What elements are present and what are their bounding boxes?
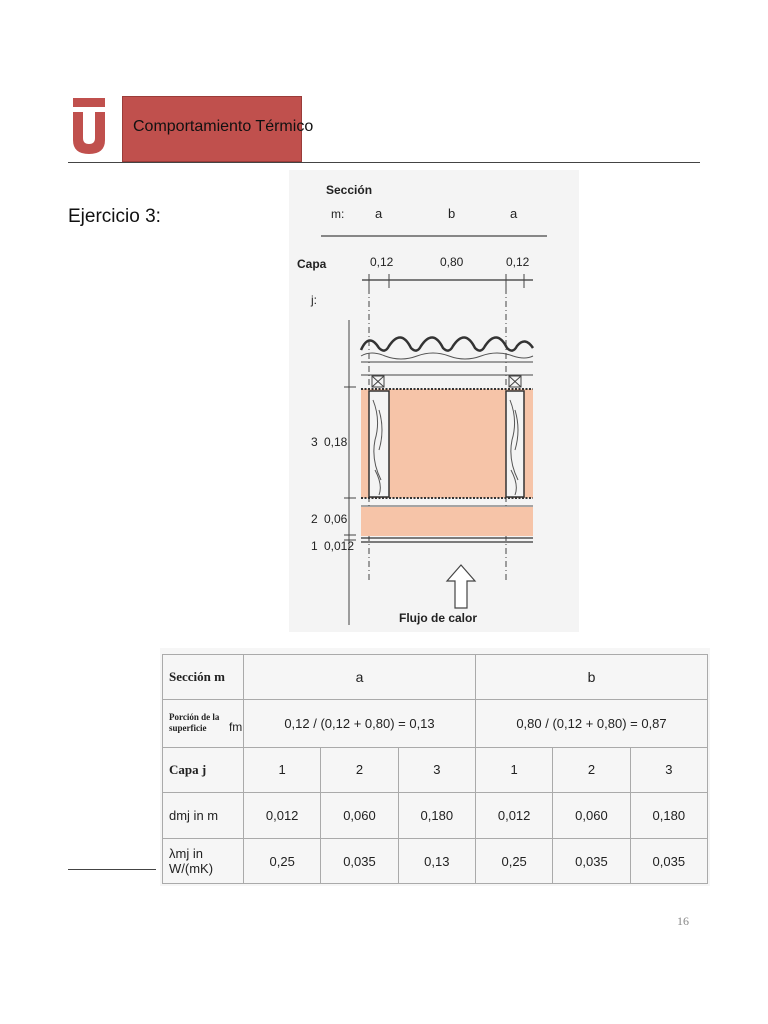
section-b-header: b — [475, 655, 707, 700]
layer-1-index: 1 — [311, 539, 318, 553]
thermal-data-table — [162, 654, 708, 884]
table-cell: 1 — [475, 748, 552, 793]
portion-a-value: 0,12 / (0,12 + 0,80) = 0,13 — [244, 699, 476, 748]
table-cell: 1 — [244, 748, 321, 793]
layer-3-index: 3 — [311, 435, 318, 449]
table-cell: 3 — [398, 748, 475, 793]
page-number: 16 — [677, 914, 689, 928]
table-cell: 3 — [630, 748, 707, 793]
row-section-label: Sección m — [169, 668, 225, 684]
table-cell: 0,25 — [244, 839, 321, 884]
layer-2 — [361, 507, 533, 536]
university-logo-icon — [73, 98, 105, 154]
table-row-portion — [163, 699, 708, 748]
header-divider — [68, 162, 700, 163]
layer-3-thickness: 0,18 — [324, 435, 348, 449]
table-cell: 2 — [553, 748, 630, 793]
table-cell: 0,180 — [630, 792, 707, 839]
table-row-layer — [163, 748, 708, 793]
layer-2-thickness: 0,06 — [324, 512, 348, 526]
table-cell: 0,180 — [398, 792, 475, 839]
table-cell: 0,25 — [475, 839, 552, 884]
slide-title: Comportamiento Térmico — [133, 118, 314, 135]
row-portion-label-1: Porción de la — [169, 712, 220, 723]
table-cell: 0,035 — [630, 839, 707, 884]
table-cell: 2 — [321, 748, 398, 793]
section-a-header: a — [244, 655, 476, 700]
footer-divider — [68, 869, 156, 870]
row-thickness-label: dmj in m — [163, 792, 244, 839]
layer-2-index: 2 — [311, 512, 318, 526]
table-cell: 0,13 — [398, 839, 475, 884]
layer-1-thickness: 0,012 — [324, 539, 355, 553]
row-lambda-label: λmj in W/(mK) — [163, 839, 244, 884]
heat-flow-label: Flujo de calor — [399, 611, 478, 625]
table-cell: 0,035 — [553, 839, 630, 884]
table-cell: 0,060 — [321, 792, 398, 839]
section-a-right: a — [510, 206, 518, 221]
layer-label-2: j: — [311, 293, 317, 307]
row-portion-symbol: fm — [228, 720, 243, 735]
table-cell: 0,012 — [475, 792, 552, 839]
width-a-right: 0,12 — [506, 255, 530, 269]
roof-section-drawing — [289, 170, 579, 632]
row-layer-label: Capa j — [169, 761, 207, 777]
table-cell: 0,060 — [553, 792, 630, 839]
table-row-lambda — [163, 839, 708, 884]
section-label-1: Sección — [326, 183, 373, 197]
layer-label-1: Capa — [297, 257, 327, 271]
table-row-section — [163, 655, 708, 700]
heat-flow-arrow-icon — [447, 565, 475, 608]
row-portion-label-2: superficie — [169, 723, 207, 734]
table-cell: 0,035 — [321, 839, 398, 884]
width-a-left: 0,12 — [370, 255, 394, 269]
table-cell: 0,012 — [244, 792, 321, 839]
section-label-2: m: — [331, 207, 345, 221]
portion-b-value: 0,80 / (0,12 + 0,80) = 0,87 — [475, 699, 707, 748]
section-a-left: a — [375, 206, 383, 221]
exercise-title: Ejercicio 3: — [68, 206, 161, 227]
table-row-thickness — [163, 792, 708, 839]
width-b: 0,80 — [440, 255, 464, 269]
section-b: b — [448, 206, 456, 221]
